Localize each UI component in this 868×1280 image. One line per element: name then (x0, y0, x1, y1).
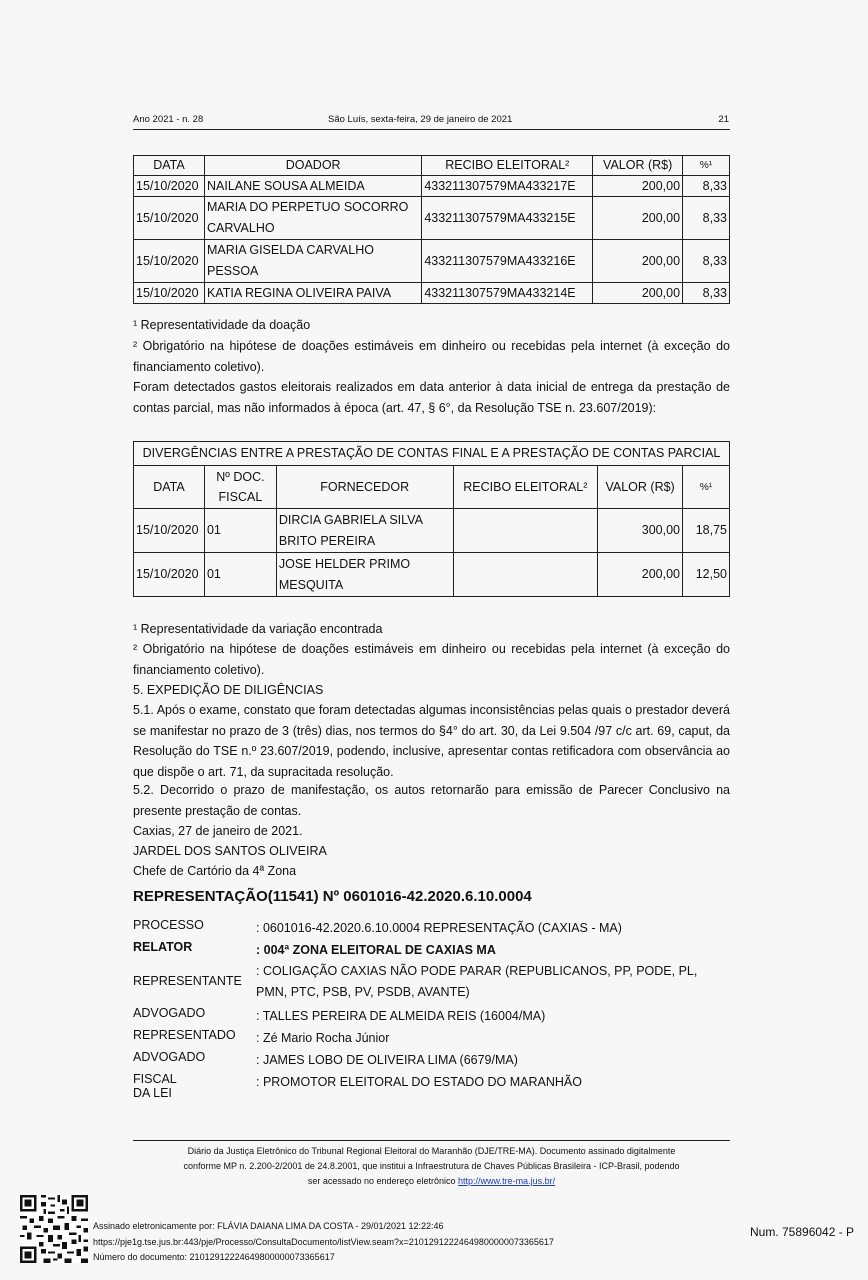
detail-value: : 0601016-42.2020.6.10.0004 REPRESENTAÇÃO (CAXIAS - MA) (256, 921, 622, 935)
place-date: Caxias, 27 de janeiro de 2021. (133, 824, 303, 838)
note-variation: ¹ Representatividade da variação encontrada (133, 622, 383, 636)
cell-donor: MARIA GISELDA CARVALHO PESSOA (204, 240, 421, 283)
cell-date: 15/10/2020 (134, 197, 205, 240)
detail-value: : COLIGAÇÃO CAXIAS NÃO PODE PARAR (REPUBLICANOS, PP, PODE, PL, PMN, PTC, PSB, PV, PSDB, AVANTE) (256, 964, 698, 999)
cell-receipt: 433211307579MA433216E (422, 240, 593, 283)
divergences-title: DIVERGÊNCIAS ENTRE A PRESTAÇÃO DE CONTAS FINAL E A PRESTAÇÃO DE CONTAS PARCIAL (134, 442, 730, 466)
cell-doc: 01 (204, 553, 276, 597)
issue-number: Ano 2021 - n. 28 (133, 114, 204, 125)
issue-date: São Luís, sexta-feira, 29 de janeiro de 2021 (328, 114, 513, 125)
note-mandatory: ² Obrigatório na hipótese de doações estimáveis em dinheiro ou recebidas pela internet (à exceção do financiamento coletivo). (133, 339, 730, 374)
table-row (134, 509, 730, 553)
cell-receipt: 433211307579MA433215E (422, 197, 593, 240)
cell-percent: 8,33 (683, 240, 730, 283)
detail-key: FISCAL DA LEI (133, 1072, 177, 1100)
detail-key: ADVOGADO (133, 1006, 206, 1020)
table-title-row (134, 442, 730, 466)
cell-value: 300,00 (598, 509, 683, 553)
cell-percent: 8,33 (683, 283, 730, 304)
detail-value: : TALLES PEREIRA DE ALMEIDA REIS (16004/MA) (256, 1009, 546, 1023)
page-header (133, 114, 730, 130)
cell-receipt (453, 509, 598, 553)
footer-line: conforme MP n. 2.200-2/2001 de 24.8.2001, que institui a Infraestrutura de Chaves Públicas Brasileira - ICP-Brasil, podendo (183, 1161, 680, 1171)
representacao-title: REPRESENTAÇÃO(11541) Nº 0601016-42.2020.6.10.0004 (133, 888, 532, 905)
divergences-table (133, 441, 730, 597)
col-header: DATA (134, 466, 205, 509)
col-header: VALOR (R$) (598, 466, 683, 509)
table-row (134, 283, 730, 304)
detail-key: ADVOGADO (133, 1050, 206, 1064)
cell-value: 200,00 (593, 240, 683, 283)
table-header-row (134, 466, 730, 509)
cell-value: 200,00 (593, 283, 683, 304)
cell-receipt (453, 553, 598, 597)
cell-supplier: JOSE HELDER PRIMO MESQUITA (276, 553, 453, 597)
signer-role: Chefe de Cartório da 4ª Zona (133, 864, 297, 878)
cell-date: 15/10/2020 (134, 283, 205, 304)
signature-line: Assinado eletronicamente por: FLÁVIA DAIANA LIMA DA COSTA - 29/01/2021 12:22:46 (93, 1221, 444, 1231)
cell-receipt: 433211307579MA433217E (422, 176, 593, 197)
paragraph-gastos: Foram detectados gastos eleitorais realizados em data anterior à data inicial de entrega da prestação de contas parcial, mas não informados à época (art. 47, § 6°, da Resolução TSE n. 23.607/2019): (133, 380, 730, 415)
cell-date: 15/10/2020 (134, 176, 205, 197)
detail-value: : 004ª ZONA ELEITORAL DE CAXIAS MA (256, 943, 496, 957)
detail-value: : JAMES LOBO DE OLIVEIRA LIMA (6679/MA) (256, 1053, 518, 1067)
note-representativeness: ¹ Representatividade da doação (133, 318, 311, 332)
cell-value: 200,00 (593, 176, 683, 197)
detail-key: RELATOR (133, 940, 193, 954)
cell-percent: 8,33 (683, 197, 730, 240)
document-url[interactable]: https://pje1g.tse.jus.br:443/pje/Processo/ConsultaDocumento/listView.seam?x=21012912224649800000073365617 (93, 1236, 554, 1247)
col-header: %¹ (683, 156, 730, 176)
document-number: Número do documento: 21012912224649800000073365617 (93, 1252, 335, 1262)
col-header: %¹ (683, 466, 730, 509)
footer-line: Diário da Justiça Eletrônico do Tribunal Regional Eleitoral do Maranhão (DJE/TRE-MA). Documento assinado digitalmente (187, 1146, 676, 1156)
table-row (134, 553, 730, 597)
cell-value: 200,00 (598, 553, 683, 597)
detail-value: : PROMOTOR ELEITORAL DO ESTADO DO MARANHÃO (256, 1075, 582, 1089)
col-header: Nº DOC. FISCAL (204, 466, 276, 509)
cell-donor: NAILANE SOUSA ALMEIDA (204, 176, 421, 197)
cell-date: 15/10/2020 (134, 240, 205, 283)
cell-percent: 8,33 (683, 176, 730, 197)
qr-code-icon (20, 1195, 88, 1263)
table-header-row (134, 156, 730, 176)
electronic-signature (93, 1219, 554, 1266)
detail-key: REPRESENTANTE (133, 974, 242, 988)
paragraph-5-1: 5.1. Após o exame, constato que foram detectadas algumas inconsistências pelas quais o prestador deverá se manifestar no prazo de 3 (três) dias, nos termos do §4° do art. 30, da Lei 9.504 /97 c/c art. 69, caput, da Resolução do TSE n.º 23.607/2019, podendo, inclusive, apresentar contas retificadora com observância ao que dispõe o art. 71, da supracitada resolução. (133, 703, 730, 779)
tre-ma-link[interactable]: http://www.tre-ma.jus.br/ (458, 1176, 556, 1186)
page-footer (133, 1140, 730, 1189)
section-heading: 5. EXPEDIÇÃO DE DILIGÊNCIAS (133, 683, 324, 697)
cell-doc: 01 (204, 509, 276, 553)
table-row (134, 240, 730, 283)
paragraph-5-2: 5.2. Decorrido o prazo de manifestação, os autos retornarão para emissão de Parecer Conclusivo na presente prestação de contas. (133, 783, 730, 818)
page-number: 21 (718, 114, 729, 125)
cell-receipt: 433211307579MA433214E (422, 283, 593, 304)
footer-line-3 (133, 1174, 730, 1189)
note-mandatory-2: ² Obrigatório na hipótese de doações estimáveis em dinheiro ou recebidas pela internet (à exceção do financiamento coletivo). (133, 642, 730, 677)
cell-date: 15/10/2020 (134, 553, 205, 597)
col-header: DATA (134, 156, 205, 176)
table-row (134, 197, 730, 240)
detail-key: REPRESENTADO (133, 1028, 236, 1042)
detail-value: : Zé Mario Rocha Júnior (256, 1031, 390, 1045)
col-header: RECIBO ELEITORAL² (422, 156, 593, 176)
donations-table (133, 155, 730, 304)
document-num-label: Num. 75896042 - P (750, 1225, 855, 1239)
col-header: DOADOR (204, 156, 421, 176)
detail-key: PROCESSO (133, 918, 204, 932)
col-header: VALOR (R$) (593, 156, 683, 176)
cell-percent: 18,75 (683, 509, 730, 553)
col-header: FORNECEDOR (276, 466, 453, 509)
cell-date: 15/10/2020 (134, 509, 205, 553)
table-row (134, 176, 730, 197)
footer-text: ser acessado no endereço eletrônico (307, 1176, 456, 1186)
cell-donor: MARIA DO PERPETUO SOCORRO CARVALHO (204, 197, 421, 240)
cell-supplier: DIRCIA GABRIELA SILVA BRITO PEREIRA (276, 509, 453, 553)
signer-name: JARDEL DOS SANTOS OLIVEIRA (133, 844, 327, 858)
col-header: RECIBO ELEITORAL² (453, 466, 598, 509)
cell-value: 200,00 (593, 197, 683, 240)
cell-donor: KATIA REGINA OLIVEIRA PAIVA (204, 283, 421, 304)
cell-percent: 12,50 (683, 553, 730, 597)
